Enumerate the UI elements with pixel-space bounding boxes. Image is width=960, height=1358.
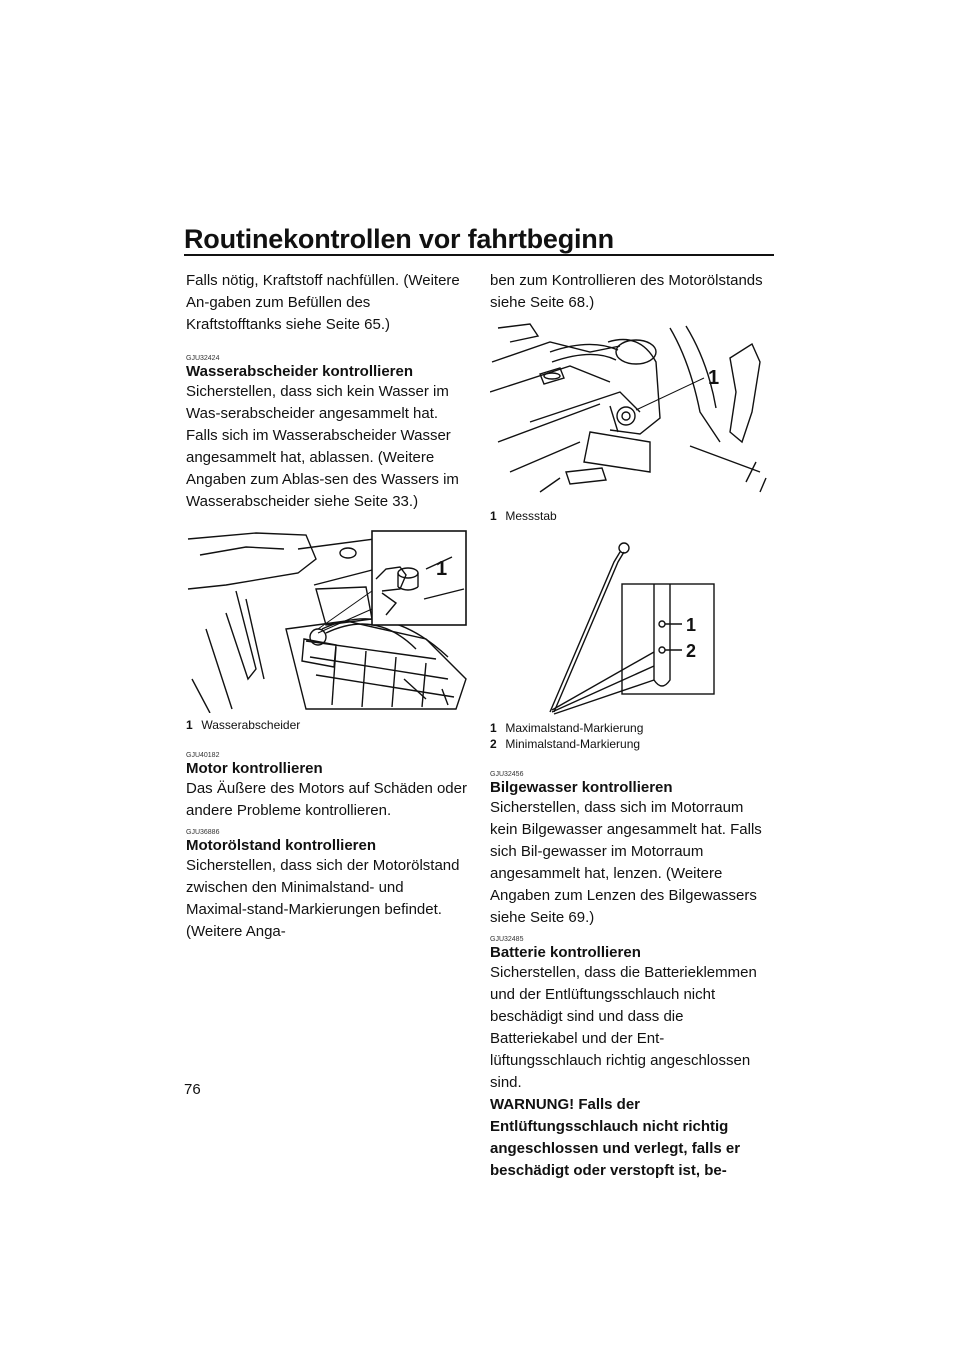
figure-callout: 1 <box>436 558 448 580</box>
caption-text: Messstab <box>505 509 557 523</box>
caption-row <box>490 736 772 752</box>
figure-caption <box>490 720 772 752</box>
caption-number: 2 <box>490 737 497 751</box>
figure-callout-1: 1 <box>686 615 697 635</box>
section-body-engine: Das Äußere des Motors auf Schäden oder andere Probleme kontrollieren. <box>186 780 467 819</box>
section-body-bilge: Sicherstellen, dass sich im Motorraum kein Bilgewasser angesammelt hat. Falls sich Bil-gewasser im Motorraum angesammelt hat, lenzen. (Weitere Angaben zum Lenzen des Bilgewassers siehe Seite 69.) <box>490 799 762 926</box>
section-heading-battery: Batterie kontrollieren <box>490 944 641 961</box>
figure-dipstick-marks <box>490 540 772 752</box>
section-heading-water-separator: Wasserabscheider kontrollieren <box>186 363 414 380</box>
continued-text: ben zum Kontrollieren des Motorölstands siehe Seite 68.) <box>490 272 763 311</box>
dipstick-marks-illustration <box>490 540 772 716</box>
figure-caption <box>490 508 772 524</box>
caption-number: 1 <box>490 509 497 523</box>
figure-dipstick-location <box>490 322 772 524</box>
figure-water-separator <box>186 529 468 733</box>
section-code: GJU32456 <box>490 771 524 778</box>
section-heading-engine: Motor kontrollieren <box>186 760 323 777</box>
left-column <box>186 270 468 943</box>
page-title: Routinekontrollen vor fahrtbeginn <box>184 224 614 254</box>
caption-number: 1 <box>490 721 497 735</box>
figure-callout-2: 2 <box>686 641 697 661</box>
water-separator-illustration <box>186 529 468 713</box>
section-code: GJU40182 <box>186 752 220 759</box>
warning-text: WARNUNG! Falls der Entlüftungsschlauch nicht richtig angeschlossen und verlegt, falls er beschädigt oder verstopft ist, be- <box>490 1096 741 1179</box>
section-body-battery: Sicherstellen, dass die Batterieklemmen und der Entlüftungsschlauch nicht beschädigt sind und dass die Batteriekabel und der Ent-lüftungsschlauch richtig angeschlossen sind. <box>490 964 757 1091</box>
right-column <box>490 270 772 1182</box>
caption-number: 1 <box>186 718 193 732</box>
figure-callout: 1 <box>708 367 720 389</box>
intro-text: Falls nötig, Kraftstoff nachfüllen. (Weitere An-gaben zum Befüllen des Kraftstofftanks siehe Seite 65.) <box>186 272 460 333</box>
section-code: GJU32485 <box>490 936 524 943</box>
dipstick-location-illustration <box>490 322 772 502</box>
section-code: GJU32424 <box>186 355 220 362</box>
section-body-oil-level: Sicherstellen, dass sich der Motorölstand zwischen den Minimalstand- und Maximal-stand-Markierungen befindet. (Weitere Anga- <box>186 857 460 940</box>
caption-text: Wasserabscheider <box>201 718 301 732</box>
page-number: 76 <box>184 1081 201 1098</box>
caption-text: Minimalstand-Markierung <box>505 737 641 751</box>
section-code: GJU36886 <box>186 829 220 836</box>
section-body-water-separator: Sicherstellen, dass sich kein Wasser im Was-serabscheider angesammelt hat. Falls sich im Wasserabscheider Wasser angesammelt hat, ablassen. (Weitere Angaben zum Ablas-sen des Wassers im Wasserabscheider siehe Seite 33.) <box>186 383 459 510</box>
caption-text: Maximalstand-Markierung <box>505 721 644 735</box>
caption-row <box>490 720 772 736</box>
figure-caption <box>186 717 468 733</box>
section-heading-bilge: Bilgewasser kontrollieren <box>490 779 673 796</box>
section-heading-oil-level: Motorölstand kontrollieren <box>186 837 377 854</box>
header-rule <box>184 254 774 256</box>
